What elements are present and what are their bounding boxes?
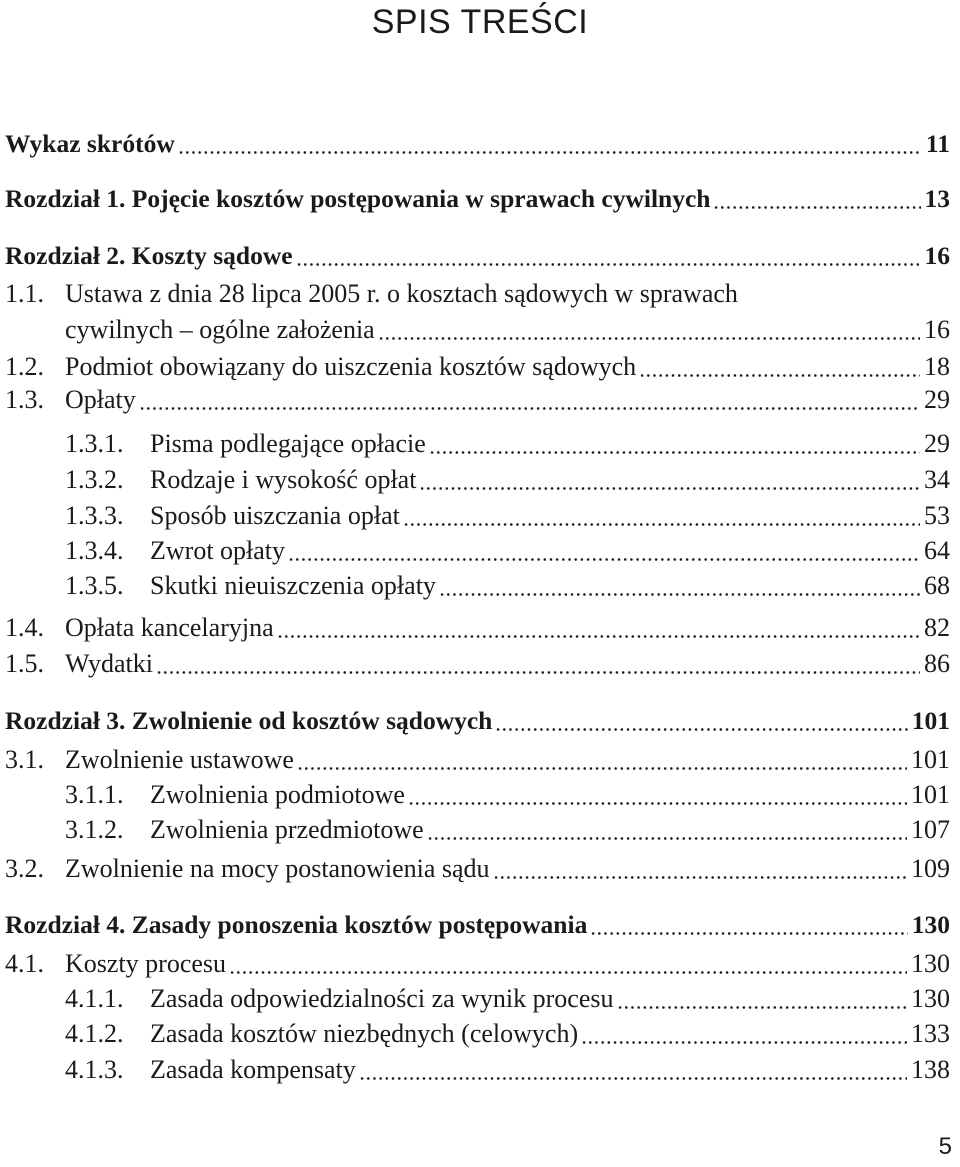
toc-entry[interactable]: [0, 646, 950, 682]
dot-leader: [296, 238, 921, 274]
toc-entry-title: Zasada kosztów niezbędnych (celowych): [150, 1019, 579, 1048]
dot-leader: [495, 703, 907, 739]
dot-leader: [408, 777, 907, 813]
dot-leader: [590, 907, 907, 943]
toc-entry-number: 1.2.: [5, 352, 44, 381]
dot-leader: [288, 533, 920, 569]
toc-entry-page: 34: [924, 465, 950, 494]
toc-entry[interactable]: [0, 126, 950, 162]
toc-entry-title-line1: Ustawa z dnia 28 lipca 2005 r. o kosztach sądowych w sprawach: [65, 279, 738, 308]
toc-entry[interactable]: [0, 568, 950, 604]
toc-entry-number: 1.4.: [5, 613, 44, 642]
toc-entry[interactable]: [0, 181, 950, 217]
dot-leader: [229, 946, 907, 982]
toc-entry-title: Zasada odpowiedzialności za wynik procesu: [150, 984, 614, 1013]
toc-entry-title: Zwolnienia podmiotowe: [150, 780, 405, 809]
toc-entry-title: Rozdział 4. Zasady ponoszenia kosztów postępowania: [5, 910, 588, 939]
dot-leader: [429, 426, 920, 462]
toc-entry-title: Rozdział 3. Zwolnienie od kosztów sądowych: [5, 706, 493, 735]
toc-entry-title: Zwolnienie ustawowe: [65, 745, 294, 774]
toc-entry[interactable]: [0, 946, 950, 982]
toc-entry[interactable]: [0, 312, 950, 348]
dot-leader: [581, 1016, 907, 1052]
toc-entry[interactable]: [0, 981, 950, 1017]
toc-entry-number: 1.5.: [5, 649, 44, 678]
toc-entry-page: 130: [911, 984, 950, 1013]
toc-entry-page: 138: [911, 1055, 950, 1084]
dot-leader: [156, 646, 920, 682]
toc-entry-title: Zwrot opłaty: [150, 536, 286, 565]
toc-entry-page: 53: [924, 501, 950, 530]
toc-entry-number: 1.3.4.: [65, 536, 124, 565]
dot-leader: [277, 610, 920, 646]
dot-leader: [617, 981, 907, 1017]
toc-entry-title: Rodzaje i wysokość opłat: [150, 465, 417, 494]
toc-entry-number: 1.3.: [5, 385, 44, 414]
toc-entry-page: 18: [924, 352, 950, 381]
page-number: 5: [938, 1133, 952, 1160]
toc-entry-number: 4.1.: [5, 949, 44, 978]
toc-entry[interactable]: [0, 498, 950, 534]
toc-entry-title: Wydatki: [65, 649, 153, 678]
toc-entry-number: 3.1.: [5, 745, 44, 774]
toc-entry-title: Zwolnienie na mocy postanowienia sądu: [65, 854, 490, 883]
toc-entry[interactable]: [0, 238, 950, 274]
toc-entry-page: 29: [924, 385, 950, 414]
toc-entry-number: 1.3.3.: [65, 501, 124, 530]
toc-entry[interactable]: [0, 742, 950, 778]
toc-entry-number: 1.3.5.: [65, 571, 124, 600]
toc-entry-first-line[interactable]: [0, 276, 950, 312]
toc-entry-title: cywilnych – ogólne założenia: [65, 315, 375, 344]
dot-leader: [178, 126, 922, 162]
toc-entry-title: Zwolnienia przedmiotowe: [150, 815, 424, 844]
toc-entry-title: Opłata kancelaryjna: [65, 613, 274, 642]
dot-leader: [427, 812, 907, 848]
toc-entry-page: 109: [911, 854, 950, 883]
toc-entry-number: 1.3.2.: [65, 465, 124, 494]
dot-leader: [403, 498, 920, 534]
toc-entry-number: 4.1.2.: [65, 1019, 124, 1048]
toc-entry-page: 29: [924, 429, 950, 458]
toc-entry-page: 11: [925, 129, 950, 158]
toc-entry-title: Rozdział 2. Koszty sądowe: [5, 241, 293, 270]
toc-entry[interactable]: [0, 907, 950, 943]
toc-entry-page: 101: [911, 706, 950, 735]
toc-entry[interactable]: [0, 462, 950, 498]
toc-entry-title: Rozdział 1. Pojęcie kosztów postępowania w sprawach cywilnych: [5, 184, 711, 213]
toc-entry-title: Podmiot obowiązany do uiszczenia kosztów sądowych: [65, 352, 637, 381]
toc-entry-page: 16: [924, 241, 950, 270]
toc-entry-page: 86: [924, 649, 950, 678]
toc-entry-page: 101: [911, 780, 950, 809]
toc-entry[interactable]: [0, 851, 950, 887]
dot-leader: [359, 1052, 907, 1088]
toc-entry-title: Pisma podlegające opłacie: [150, 429, 426, 458]
page-title: SPIS TREŚCI: [371, 3, 589, 41]
toc-entry-number: 1.3.1.: [65, 429, 124, 458]
toc-entry-number: 1.1.: [5, 279, 44, 308]
toc-entry-number: 3.1.2.: [65, 815, 124, 844]
dot-leader: [378, 312, 920, 348]
toc-entry-page: 82: [924, 613, 950, 642]
toc-entry-page: 130: [911, 949, 950, 978]
dot-leader: [297, 742, 907, 778]
toc-entry-number: 4.1.1.: [65, 984, 124, 1013]
dot-leader: [439, 568, 920, 604]
dot-leader: [713, 181, 920, 217]
dot-leader: [419, 462, 920, 498]
toc-entry-page: 130: [911, 910, 950, 939]
toc-entry[interactable]: [0, 426, 950, 462]
toc-entry[interactable]: [0, 533, 950, 569]
toc-entry-title: Koszty procesu: [65, 949, 227, 978]
toc-entry[interactable]: [0, 703, 950, 739]
toc-entry-page: 68: [924, 571, 950, 600]
toc-entry-number: 3.2.: [5, 854, 44, 883]
toc-entry-title: Opłaty: [65, 385, 136, 414]
toc-entry[interactable]: [0, 1016, 950, 1052]
toc-entry-title: Sposób uiszczania opłat: [150, 501, 400, 530]
dot-leader: [493, 851, 907, 887]
toc-entry-title: Wykaz skrótów: [5, 129, 175, 158]
toc-entry-page: 64: [924, 536, 950, 565]
toc-entry-page: 13: [924, 184, 950, 213]
toc-entry-number: 4.1.3.: [65, 1055, 124, 1084]
toc-entry-number: 3.1.1.: [65, 780, 124, 809]
dot-leader: [139, 382, 920, 418]
toc-entry-page: 107: [911, 815, 950, 844]
toc-entry[interactable]: [0, 610, 950, 646]
toc-entry-page: 16: [924, 315, 950, 344]
toc-entry-title: Skutki nieuiszczenia opłaty: [150, 571, 436, 600]
toc-entry-page: 101: [911, 745, 950, 774]
toc-entry[interactable]: [0, 382, 950, 418]
toc-entry-page: 133: [911, 1019, 950, 1048]
toc-entry[interactable]: [0, 777, 950, 813]
toc-entry-title: Zasada kompensaty: [150, 1055, 356, 1084]
toc-entry[interactable]: [0, 812, 950, 848]
toc-entry[interactable]: [0, 1052, 950, 1088]
